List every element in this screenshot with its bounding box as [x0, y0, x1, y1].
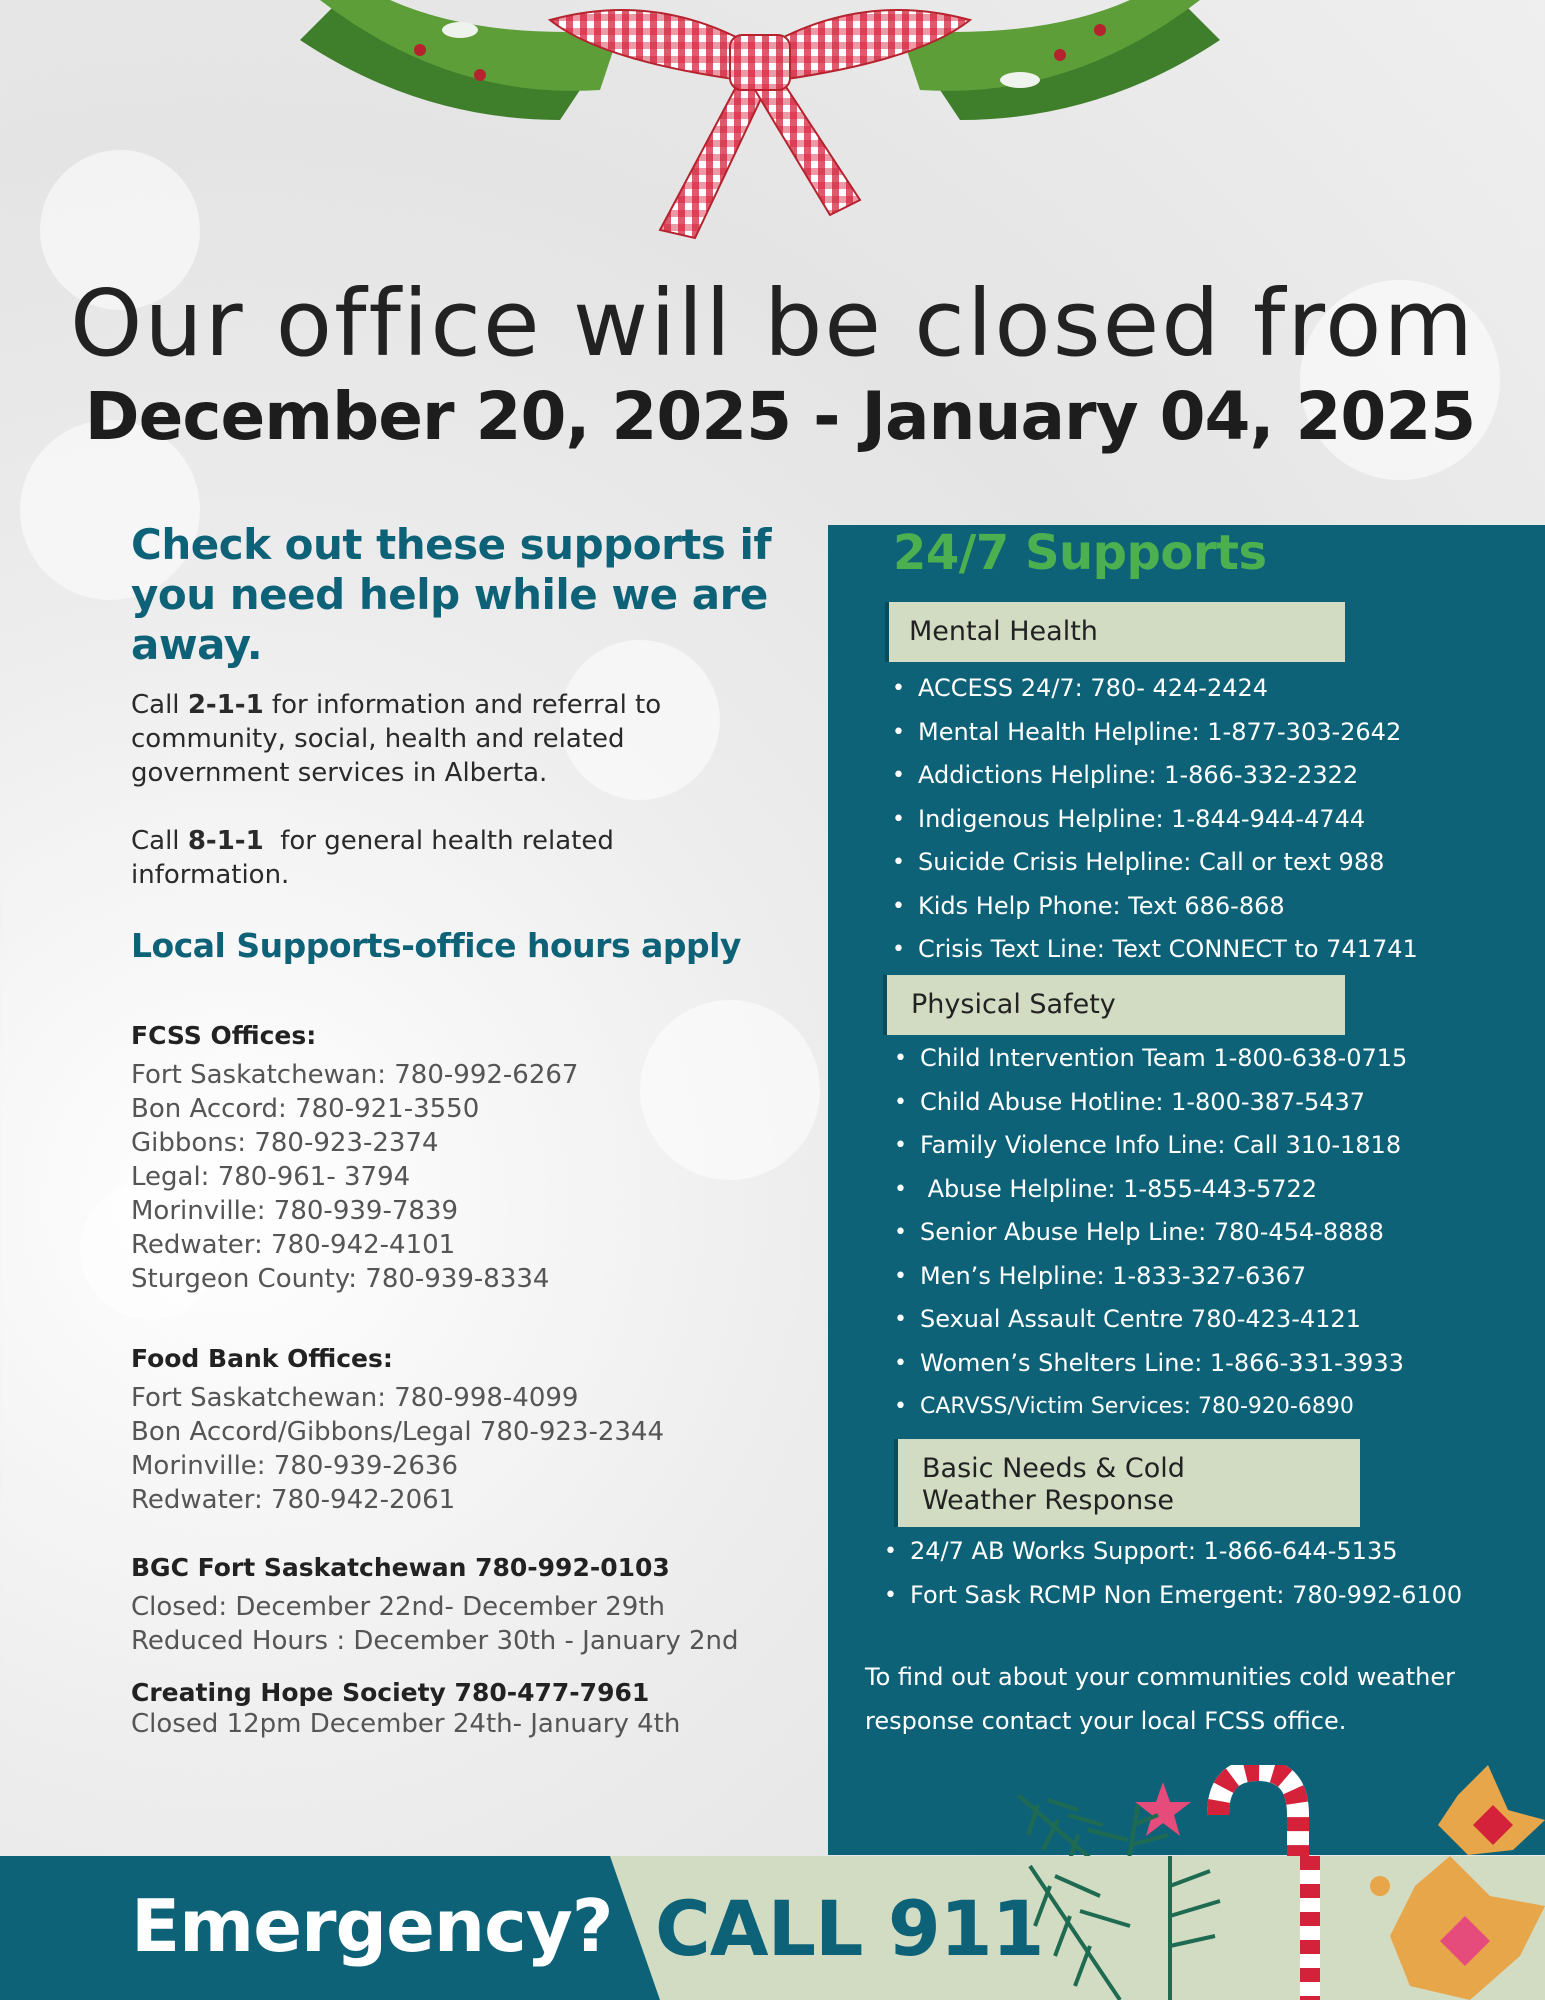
- creating-hope-line: Closed 12pm December 24th- January 4th: [131, 1709, 681, 1739]
- bgc-title: BGC Fort Saskatchewan 780-992-0103: [131, 1553, 670, 1582]
- list-item: • Mental Health Helpline: 1-877-303-2642: [886, 711, 1418, 755]
- list-item: • Sexual Assault Centre 780-423-4121: [888, 1298, 1407, 1342]
- closure-dates: December 20, 2025 - January 04, 2025: [84, 378, 1476, 455]
- list-item: • Men’s Helpline: 1-833-327-6367: [888, 1255, 1407, 1299]
- list-item: • Family Violence Info Line: Call 310-1818: [888, 1124, 1407, 1168]
- physical-safety-list: [888, 1037, 1407, 1429]
- pine-branch-icon: [1008, 1795, 1188, 1865]
- category-basic-needs: Basic Needs & Cold Weather Response: [894, 1439, 1360, 1527]
- list-item: • Suicide Crisis Helpline: Call or text 988: [886, 841, 1418, 885]
- list-item: • 24/7 AB Works Support: 1-866-644-5135: [878, 1530, 1462, 1574]
- fcss-line: Bon Accord: 780-921-3550: [131, 1094, 480, 1124]
- call-811-info: Call 8-1-1 for general health related information.: [131, 826, 614, 890]
- candy-cane-icon: [1198, 1765, 1358, 1865]
- number-211: 2-1-1: [187, 690, 264, 720]
- number-811: 8-1-1: [187, 826, 264, 856]
- food-bank-line: Redwater: 780-942-2061: [131, 1485, 456, 1515]
- fcss-line: Gibbons: 780-923-2374: [131, 1128, 439, 1158]
- list-item: • Women’s Shelters Line: 1-866-331-3933: [888, 1342, 1407, 1386]
- list-item: • ACCESS 24/7: 780- 424-2424: [886, 667, 1418, 711]
- basic-needs-list: [878, 1530, 1462, 1617]
- local-supports-heading: Local Supports-office hours apply: [131, 926, 741, 965]
- call-911-label: CALL 911: [655, 1884, 1044, 1973]
- mental-health-list: [886, 667, 1418, 972]
- creating-hope-info: [131, 1678, 811, 1741]
- list-item: • Abuse Helpline: 1-855-443-5722: [888, 1168, 1407, 1212]
- supports-panel: [828, 525, 1545, 1855]
- list-item: • Kids Help Phone: Text 686-868: [886, 885, 1418, 929]
- fcss-title: FCSS Offices:: [131, 1021, 317, 1050]
- ornament-star-icon: [1428, 1765, 1545, 1855]
- candy-cane-icon: [1270, 1856, 1350, 2000]
- emergency-footer: [0, 1856, 1545, 2000]
- bgc-line: Reduced Hours : December 30th - January 2nd: [131, 1626, 739, 1656]
- food-bank-title: Food Bank Offices:: [131, 1344, 393, 1373]
- food-bank-line: Fort Saskatchewan: 780-998-4099: [131, 1383, 579, 1413]
- supports-247-heading: 24/7 Supports: [893, 525, 1267, 581]
- call-211-info: Call 2-1-1 for information and referral to community, social, health and related government services in Alberta.: [131, 690, 662, 788]
- fcss-offices: [131, 1021, 811, 1296]
- category-physical-safety: Physical Safety: [883, 975, 1345, 1035]
- category-mental-health: Mental Health: [885, 602, 1345, 662]
- fcss-line: Sturgeon County: 780-939-8334: [131, 1264, 550, 1294]
- bgc-line: Closed: December 22nd- December 29th: [131, 1592, 666, 1622]
- list-item: • Child Intervention Team 1-800-638-0715: [888, 1037, 1407, 1081]
- list-item: • Addictions Helpline: 1-866-332-2322: [886, 754, 1418, 798]
- fcss-line: Fort Saskatchewan: 780-992-6267: [131, 1060, 579, 1090]
- list-item: • Indigenous Helpline: 1-844-944-4744: [886, 798, 1418, 842]
- emergency-label: Emergency?: [131, 1884, 613, 1968]
- closure-heading-line1: Our office will be closed from: [70, 270, 1475, 377]
- pine-branch-icon: [1010, 1856, 1230, 2000]
- list-item: • Fort Sask RCMP Non Emergent: 780-992-6100: [878, 1574, 1462, 1618]
- food-bank-line: Bon Accord/Gibbons/Legal 780-923-2344: [131, 1417, 665, 1447]
- food-bank-offices: [131, 1344, 811, 1517]
- list-item: • Crisis Text Line: Text CONNECT to 741741: [886, 928, 1418, 972]
- left-column: [131, 520, 811, 1741]
- list-item: • CARVSS/Victim Services: 780-920-6890: [888, 1385, 1407, 1429]
- wreath-bow-illustration: [300, 0, 1220, 240]
- food-bank-line: Morinville: 780-939-2636: [131, 1451, 458, 1481]
- supports-heading: Check out these supports if you need help while we are away.: [131, 520, 772, 669]
- ornament-star-icon: [1370, 1856, 1545, 2000]
- list-item: • Senior Abuse Help Line: 780-454-8888: [888, 1211, 1407, 1255]
- creating-hope-title: Creating Hope Society 780-477-7961: [131, 1678, 650, 1707]
- fcss-line: Redwater: 780-942-4101: [131, 1230, 456, 1260]
- list-item: • Child Abuse Hotline: 1-800-387-5437: [888, 1081, 1407, 1125]
- cold-weather-note: To find out about your communities cold weather response contact your local FCSS office.: [865, 1663, 1455, 1735]
- fcss-line: Morinville: 780-939-7839: [131, 1196, 458, 1226]
- bgc-info: [131, 1553, 811, 1658]
- fcss-line: Legal: 780-961- 3794: [131, 1162, 411, 1192]
